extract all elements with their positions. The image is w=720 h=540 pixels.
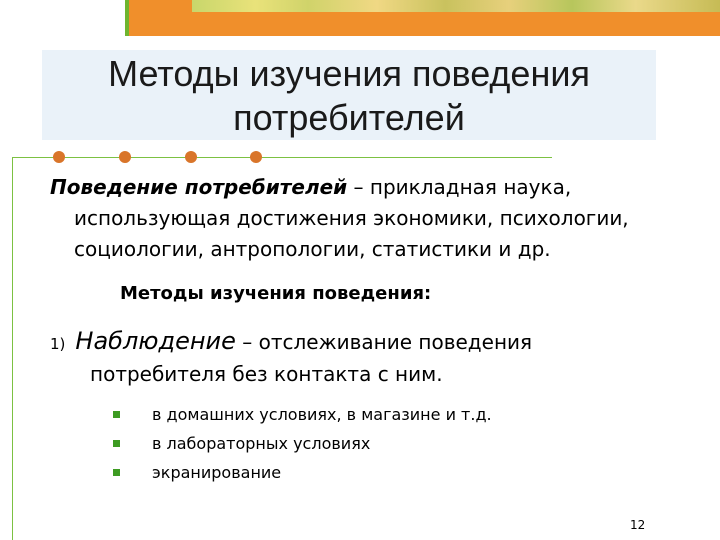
definition-line-3: социологии, антропологии, статистики и др.: [74, 237, 551, 261]
list-item-text: в лабораторных условиях: [152, 434, 371, 453]
green-divider-horizontal: [12, 157, 552, 158]
definition-line-2: использующая достижения экономики, психологии,: [74, 206, 629, 230]
orange-dot-icon: [53, 151, 65, 163]
orange-dot-icon: [185, 151, 197, 163]
method-item-1: [50, 326, 690, 389]
square-bullet-icon: [113, 440, 120, 447]
orange-dot-icon: [119, 151, 131, 163]
orange-dot-icon: [250, 151, 262, 163]
decorative-green-stripe: [125, 0, 129, 36]
method-term: Наблюдение: [75, 327, 236, 355]
method-line-2: потребителя без контакта с ним.: [90, 362, 443, 386]
list-item: [110, 429, 492, 458]
decorative-flower-image: [192, 0, 720, 12]
list-item-text: в домашних условиях, в магазине и т.д.: [152, 405, 492, 424]
list-item: [110, 400, 492, 429]
item-number: 1): [50, 335, 66, 353]
bullet-list: [110, 400, 492, 487]
slide-title: [42, 52, 656, 140]
methods-heading: Методы изучения поведения:: [120, 283, 432, 304]
square-bullet-icon: [113, 411, 120, 418]
definition-paragraph: [50, 172, 690, 265]
page-number: 12: [630, 518, 646, 532]
list-item-text: экранирование: [152, 463, 282, 482]
square-bullet-icon: [113, 469, 120, 476]
definition-term: Поведение потребителей: [50, 175, 348, 199]
title-line-2: потребителей: [233, 97, 465, 138]
method-line-1: – отслеживание поведения: [235, 330, 533, 354]
title-line-1: Методы изучения поведения: [108, 53, 590, 94]
list-item: [110, 458, 492, 487]
green-divider-vertical: [12, 157, 13, 540]
definition-line-1: – прикладная наука,: [347, 175, 572, 199]
